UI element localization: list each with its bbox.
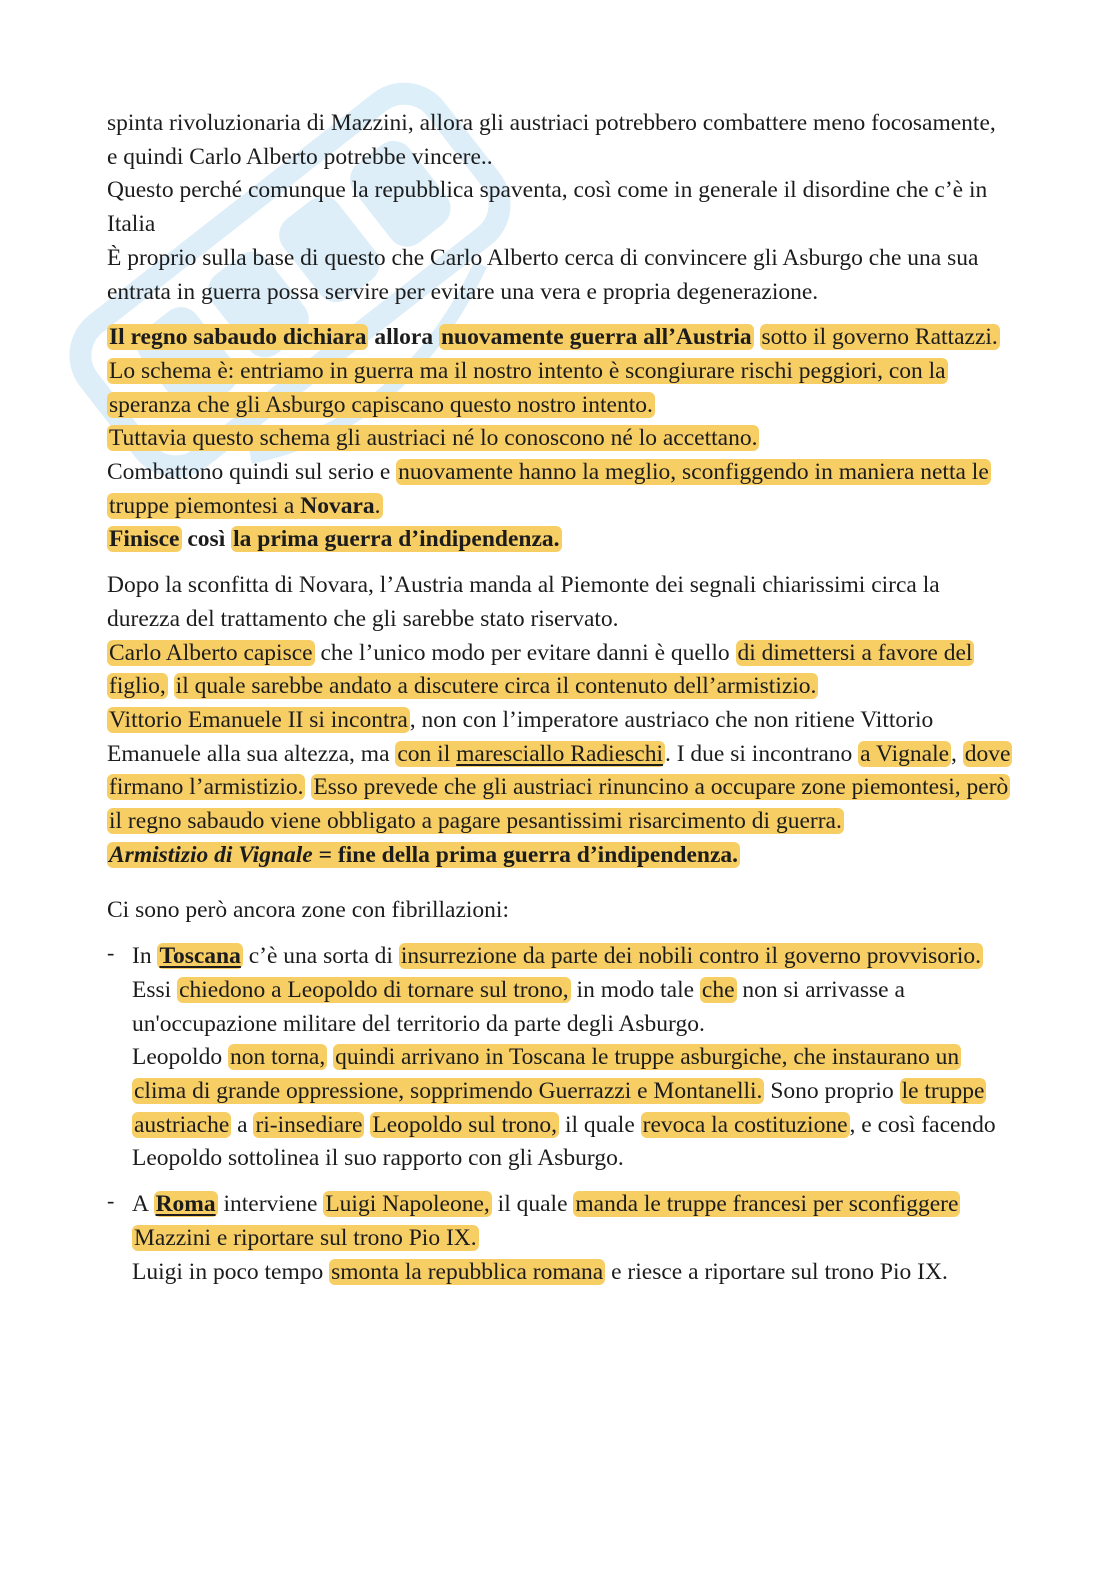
highlight: smonta la repubblica romana [331,1258,604,1285]
document-page [107,107,1012,1289]
text-span: allora [368,324,439,351]
highlight: Lo schema è: entriamo in guerra ma il nostro intento è scongiurare rischi peggiori, con la speranza che gli Asburgo capiscano questo nostro intento. [109,357,946,418]
text-span: Sono proprio [764,1077,900,1104]
text-span [754,324,760,350]
text-span: Novara [300,492,375,519]
paragraph-fibrillations: Ci sono però ancora zone con fibrillazioni: [107,897,509,924]
highlight: la prima guerra d’indipendenza. [233,526,560,553]
highlight [157,943,242,969]
text-span: Combattono quindi sul serio e [107,459,397,486]
highlight: nuovamente guerra all’Austria [440,324,752,351]
text-span: A [132,1191,154,1218]
text-line: spinta rivoluzionaria di Mazzini, allora gli austriaci potrebbero combattere meno focosamente, e quindi Carlo Alberto potrebbe vincere.. [107,110,996,170]
text-span: Toscana [159,943,241,970]
bullet-dash: - [107,940,115,966]
highlight: Carlo Alberto capisce [109,639,313,666]
highlight: che [701,976,735,1003]
text-span: il quale [559,1111,641,1138]
paragraph-armistice [107,569,1012,872]
text-span: a [231,1111,254,1138]
text-span: Luigi in poco tempo [132,1258,330,1285]
list-item [107,940,1012,1176]
text-span: Essi [132,976,178,1003]
text-span: Dopo la sconfitta di Novara, l’Austria manda al Piemonte dei segnali chiarissimi circa la durezza del trattamento che gli sarebbe stato riservato. [107,572,940,632]
text-line: Questo perché comunque la repubblica spaventa, così come in generale il disordine che c’è in Italia [107,177,988,238]
highlight: il quale sarebbe andato a discutere circa il contenuto dell’armistizio. [175,673,817,700]
highlight: insurrezione da parte dei nobili contro il governo provvisorio. [400,943,981,970]
text-span: Armistizio di Vignale [109,841,313,868]
text-span: = [312,841,338,868]
bullet-dash: - [107,1188,115,1214]
text-span: Leopoldo [132,1044,228,1071]
highlight: non torna, [229,1044,326,1071]
highlight: chiedono a Leopoldo di tornare sul trono, [179,976,569,1003]
text-span: fine della prima guerra d’indipendenza. [337,841,739,868]
paragraph-war-declaration [107,321,1012,557]
text-span: così [181,526,232,553]
text-line: È proprio sulla base di questo che Carlo Alberto cerca di convincere gli Asburgo che una sua entrata in guerra possa servire per evitare una vera e propria degenerazione. [107,244,979,305]
highlight: Finisce [109,526,180,553]
text-span: , [951,740,963,767]
highlight: Leopoldo sul trono, [372,1111,558,1138]
highlight: ri-insediare [255,1111,363,1138]
text-span: che l’unico modo per evitare danni è quello [314,639,736,666]
text-span: , e così facendo Leopoldo sottolinea il suo rapporto con gli Asburgo. [132,1111,996,1172]
list-item [107,1188,1012,1289]
text-span: nuovamente hanno la meglio, sconfiggendo in maniera netta le truppe piemontesi a [109,459,989,519]
highlight: sotto il governo Rattazzi. [761,324,998,351]
highlight: dove firmano l’armistizio. [109,740,1011,801]
text-span: c’è una sorta di [242,943,399,970]
text-span: interviene [217,1191,324,1218]
text-span: e riesce a riportare sul trono Pio IX. [605,1258,948,1285]
text-span: il quale [491,1191,574,1218]
text-span: maresciallo Radieschi [456,740,663,767]
text-span: . I due si incontrano [664,740,859,767]
highlight: Luigi Napoleone, [325,1191,490,1218]
highlight: di dimettersi a favore del figlio, [109,639,973,700]
text-span: . [374,492,381,519]
text-span: non si arrivasse a un'occupazione militare del territorio da parte degli Asburgo. [132,976,905,1037]
highlight: Il regno sabaudo dichiara [109,324,367,351]
highlight: manda le truppe francesi per sconfiggere Mazzini e riportare sul trono Pio IX. [134,1191,959,1251]
text-span: in modo tale [570,976,700,1003]
text-span: In [132,943,158,970]
highlight [395,741,665,767]
paragraph-intro [107,107,1012,309]
text-span: con il [397,740,457,767]
highlight: Vittorio Emanuele II si incontra [109,706,408,733]
text-span: Roma [155,1191,216,1218]
text-span: , non con l’imperatore austriaco che non ritiene Vittorio Emanuele alla sua altezza, ma [107,706,934,767]
highlight [154,1191,218,1217]
highlight: Tuttavia questo schema gli austriaci né lo conoscono né lo accettano. [109,425,758,452]
highlight: Esso prevede che gli austriaci rinuncino a occupare zone piemontesi, però il regno sabaudo viene obbligato a pagare pesantissimi risarcimento di guerra. [109,774,1009,835]
highlight: a Vignale [860,740,950,767]
highlight: le truppe austriache [134,1077,985,1138]
text-span [168,673,174,699]
highlight: revoca la costituzione [642,1111,848,1138]
highlight [107,842,740,868]
highlight: quindi arrivano in Toscana le truppe asburgiche, che instaurano un clima di grande oppressione, sopprimendo Guerrazzi e Montanelli. [134,1044,960,1104]
